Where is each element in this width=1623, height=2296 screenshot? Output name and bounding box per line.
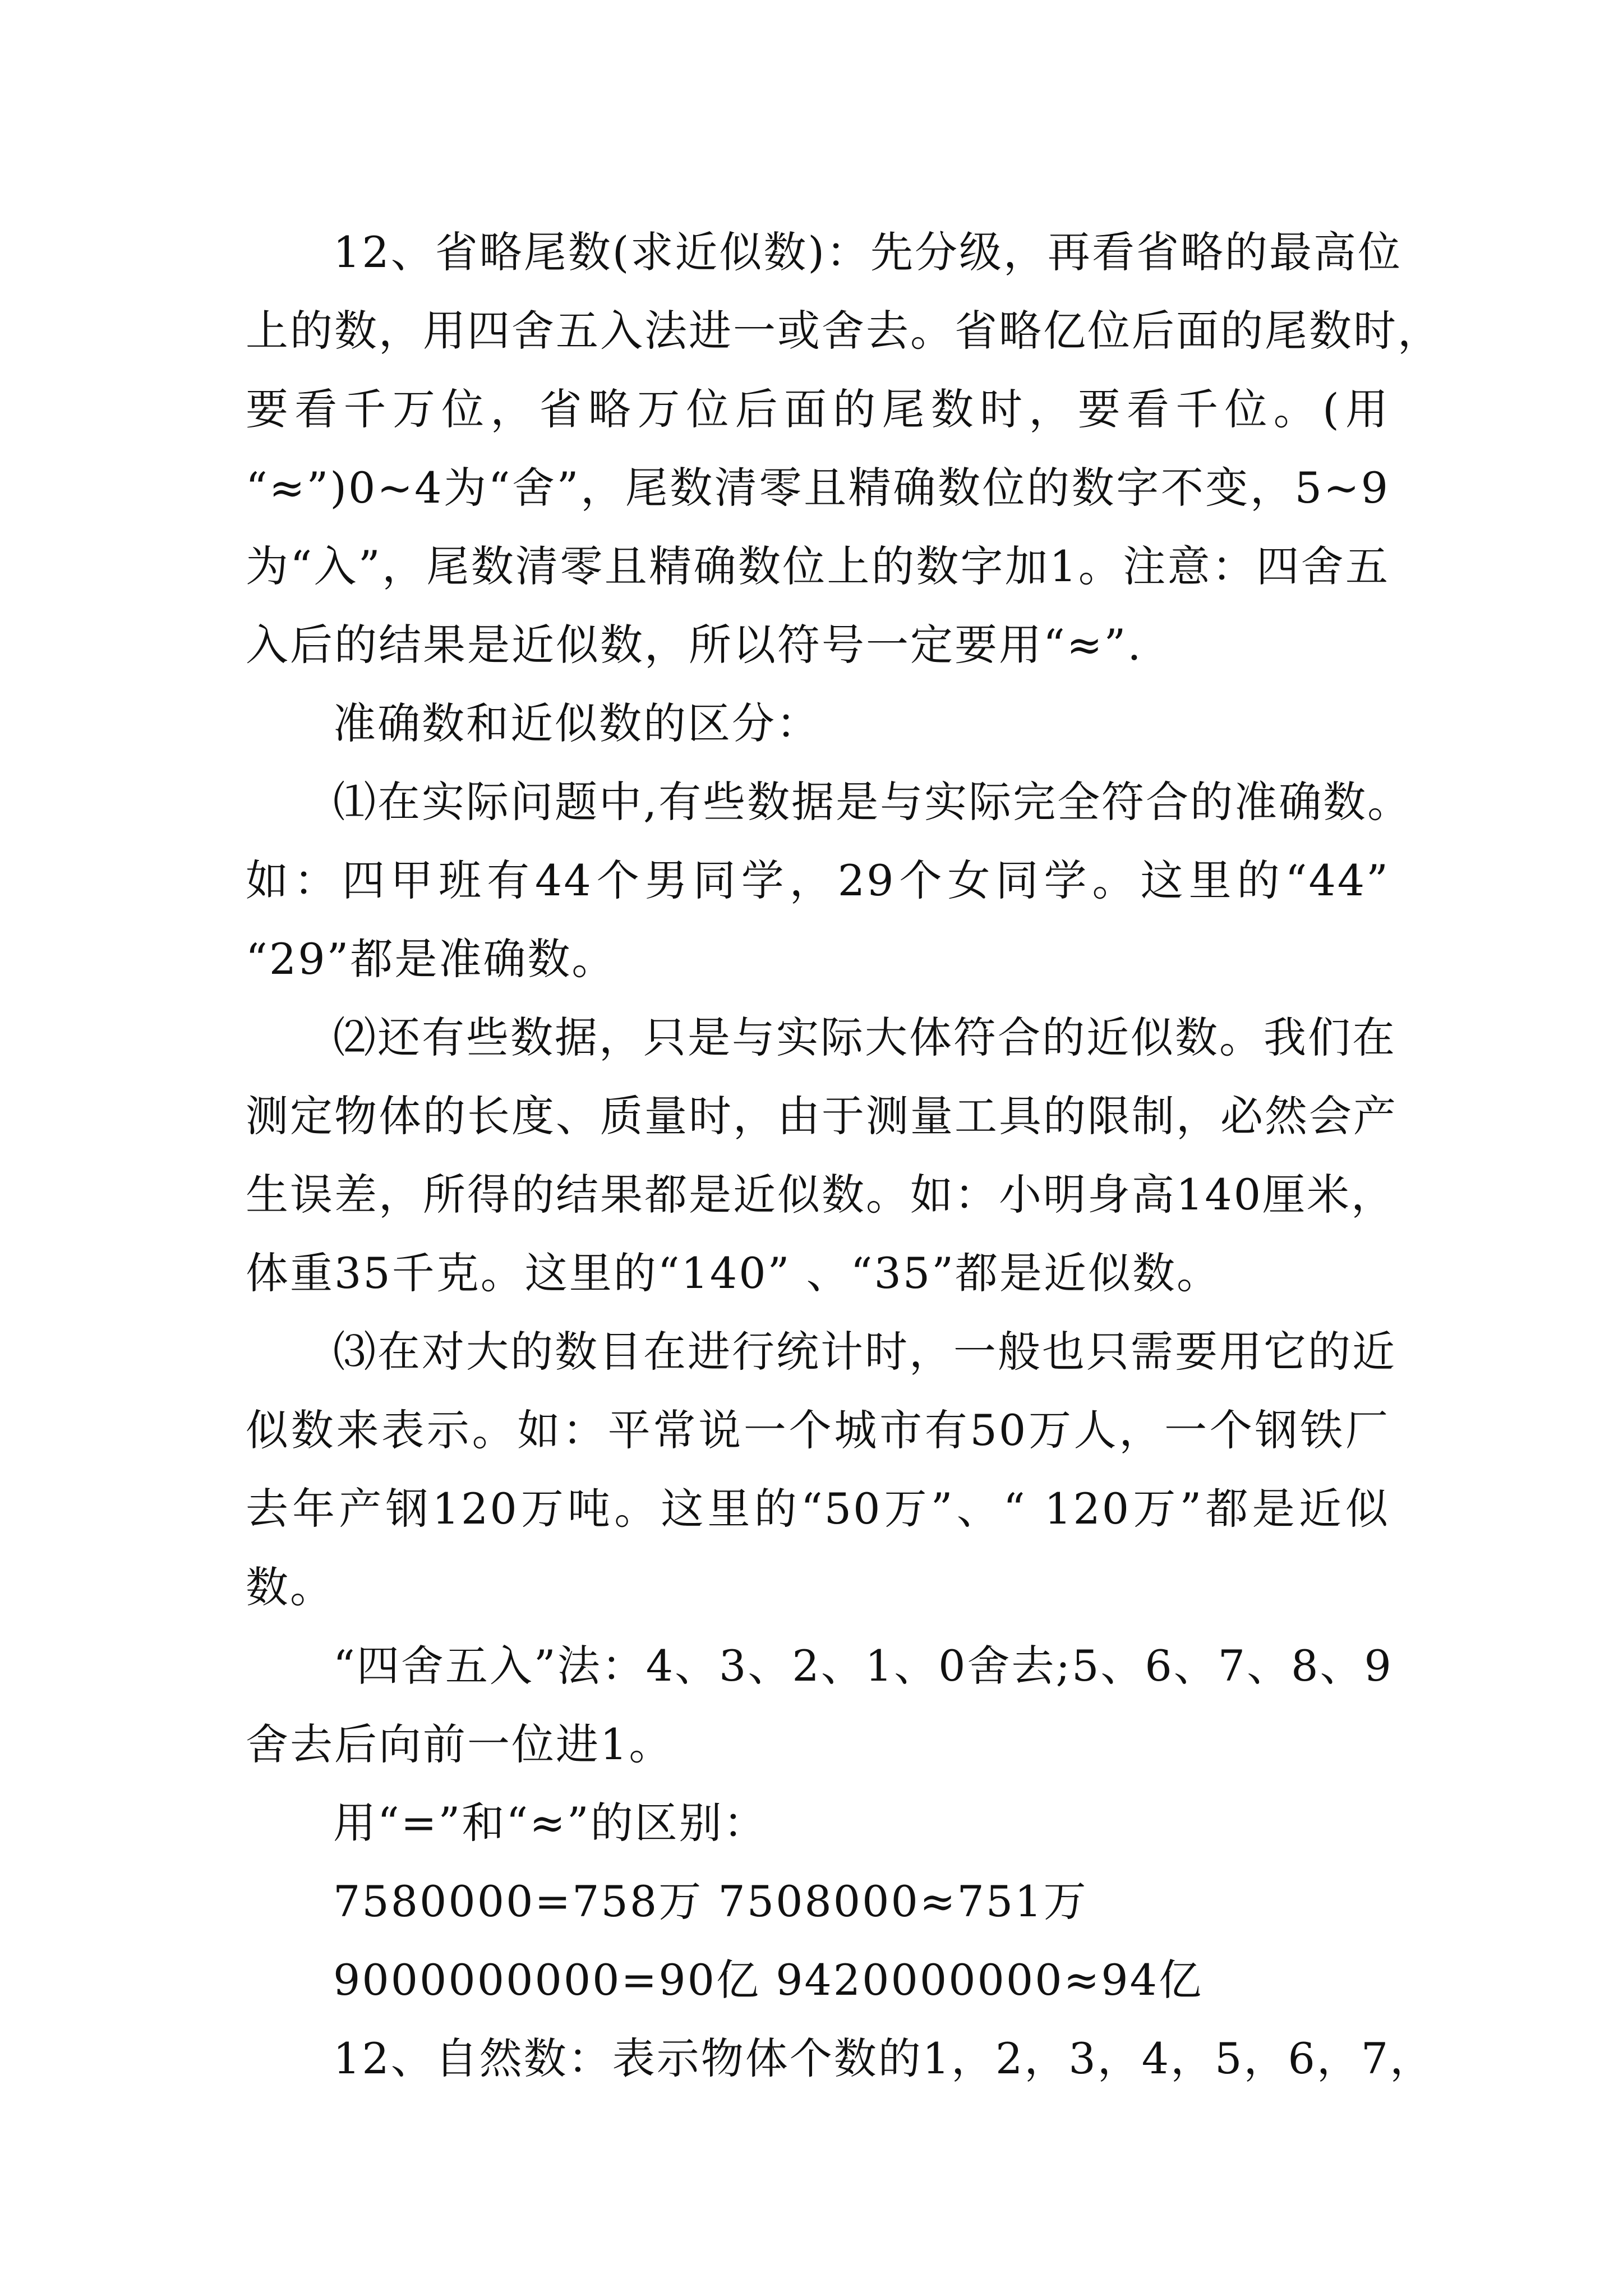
text-line: 舍去后向前一位进1。: [246, 1719, 674, 1769]
text-line: ⑶在对大的数目在进行统计时，一般也只需要用它的近: [333, 1327, 1396, 1377]
text-line: 似数来表示。如：平常说一个城市有50万人，一个钢铁厂: [246, 1405, 1390, 1455]
text-line: 7580000=758万 7508000≈751万: [333, 1876, 1088, 1926]
text-line: 9000000000=90亿 9420000000≈94亿: [333, 1955, 1204, 2005]
text-line: 去年产钢120万吨。这里的“50万”、“ 120万”都是近似: [246, 1484, 1390, 1534]
text-line: 准确数和近似数的区分：: [333, 698, 820, 748]
text-line: ⑵还有些数据，只是与实际大体符合的近似数。我们在: [333, 1013, 1396, 1062]
text-line: 测定物体的长度、质量时，由于测量工具的限制，必然会产: [246, 1091, 1398, 1141]
text-line: 12、省略尾数(求近似数)：先分级，再看省略的最高位: [333, 227, 1403, 277]
text-line: “≈”)0~4为“舍”，尾数清零且精确数位的数字不变，5~9: [246, 463, 1390, 513]
text-line: 12、自然数：表示物体个数的1，2，3，4，5，6，7，: [333, 2033, 1435, 2083]
text-line: 上的数，用四舍五入法进一或舍去。省略亿位后面的尾数时，: [246, 306, 1442, 356]
text-line: 如：四甲班有44个男同学，29个女同学。这里的“44”: [246, 855, 1390, 905]
text-line: 数。: [246, 1562, 334, 1612]
text-line: ⑴在实际问题中,有些数据是与实际完全符合的准确数。: [333, 777, 1412, 827]
text-line: 体重35千克。这里的“140” 、“35”都是近似数。: [246, 1248, 1221, 1298]
text-line: 入后的结果是近似数，所以符号一定要用“≈”.: [246, 620, 1143, 670]
text-line: 用“=”和“≈”的区别：: [333, 1798, 768, 1848]
text-line: 生误差，所得的结果都是近似数。如：小明身高140厘米，: [246, 1170, 1396, 1220]
text-line: “29”都是准确数。: [246, 934, 616, 984]
text-line: 为“入”，尾数清零且精确数位上的数字加1。注意：四舍五: [246, 541, 1390, 591]
text-line: “四舍五入”法：4、3、2、1、0舍去;5、6、7、8、9: [333, 1641, 1393, 1691]
text-line: 要看千万位，省略万位后面的尾数时，要看千位。(用: [246, 384, 1390, 434]
